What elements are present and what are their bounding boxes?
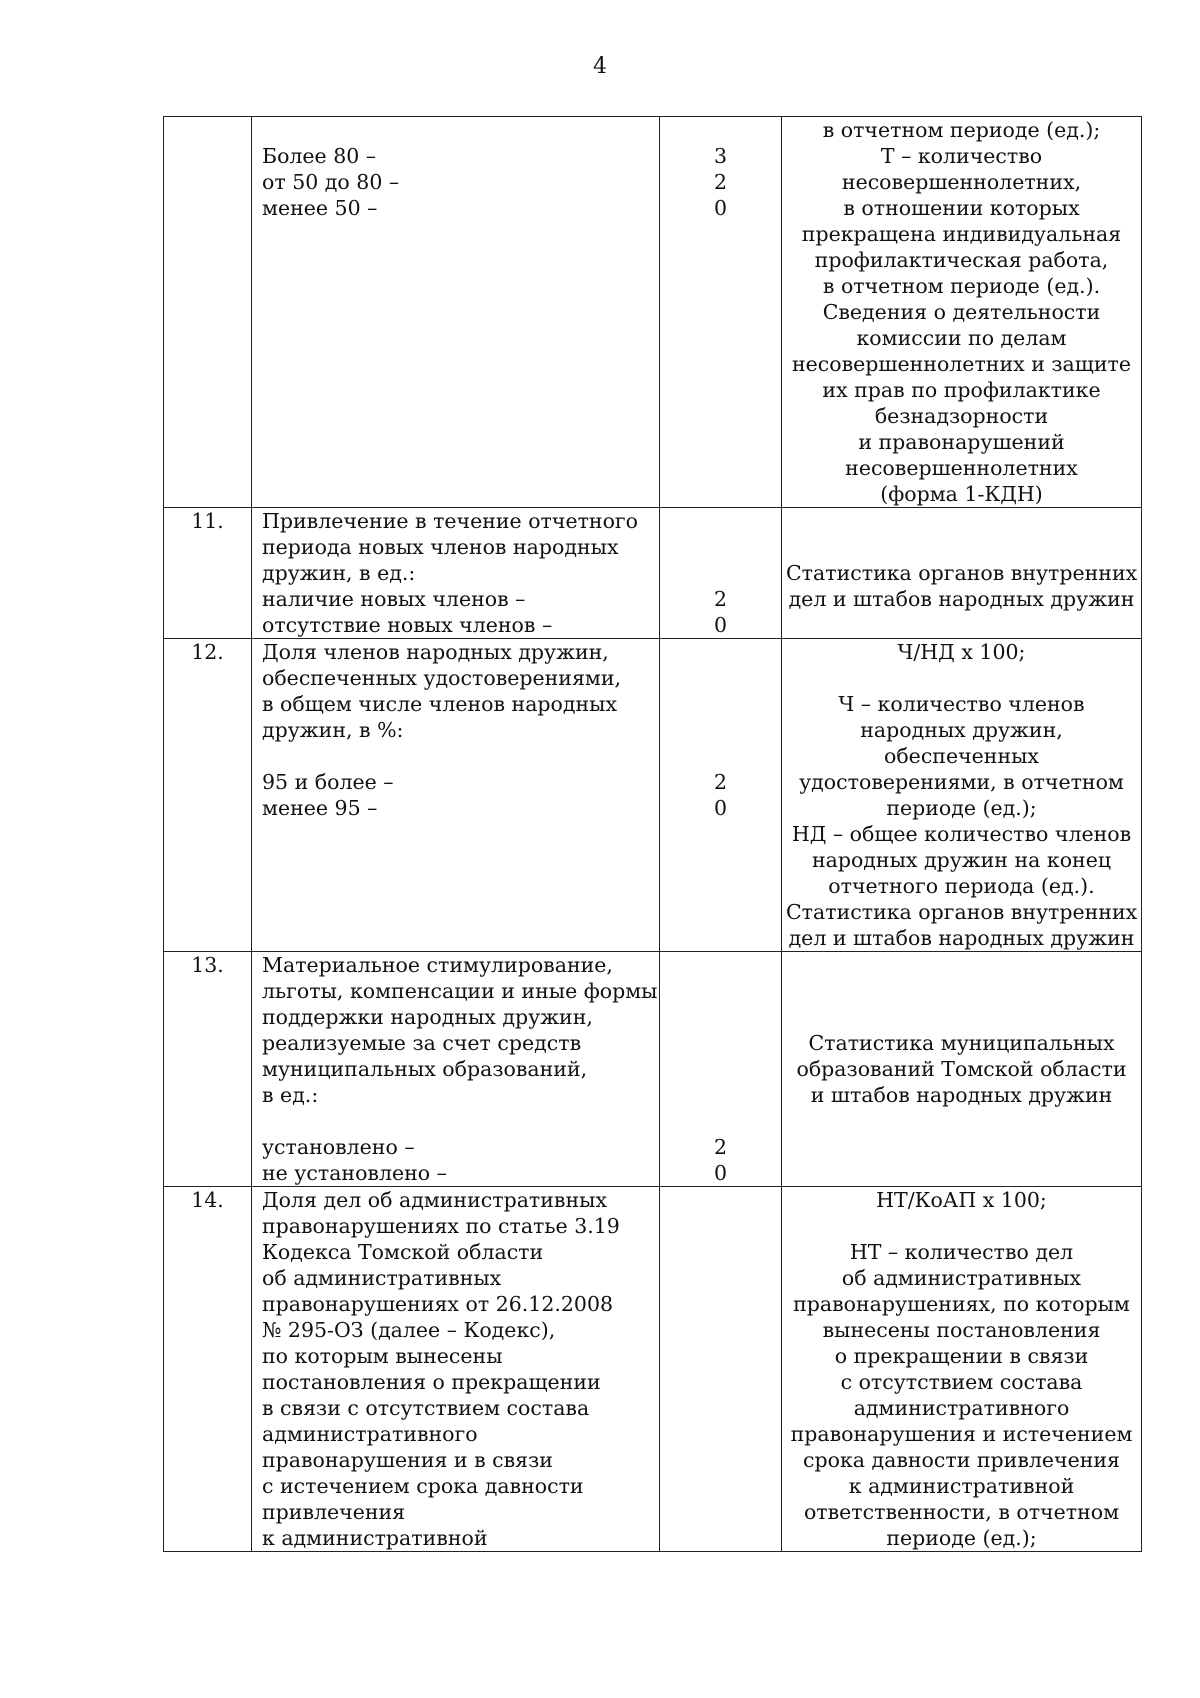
source-text-line: комиссии по делам — [856, 326, 1067, 350]
indicator-text-line: периода новых членов народных — [262, 535, 619, 559]
indicator-text-line: Кодекса Томской области — [262, 1240, 544, 1264]
indicator-text-line: дружин, в ед.: — [262, 561, 416, 585]
indicator-text-line: менее 50 – — [262, 196, 378, 220]
source-text-line: об административных — [841, 1266, 1082, 1290]
row-number-cell — [164, 508, 252, 639]
points-value — [660, 1473, 781, 1499]
points-value — [660, 1317, 781, 1343]
indicator-text-line: установлено – — [262, 1135, 415, 1159]
points-cell — [660, 117, 782, 508]
source-text-line: НТ/КоАП х 100; — [876, 1188, 1047, 1212]
indicator-text-line: в общем числе членов народных — [262, 692, 618, 716]
indicator-text-line: менее 95 – — [262, 796, 378, 820]
source-text-line — [786, 508, 1137, 534]
row-number-cell — [164, 952, 252, 1187]
source-text-line: обеспеченных — [884, 744, 1039, 768]
indicator-text-line: поддержки народных дружин, — [262, 1005, 593, 1029]
points-value — [660, 821, 781, 847]
points-value: 0 — [713, 196, 728, 220]
indicator-text-line: наличие новых членов – — [262, 587, 526, 611]
source-text-line: несовершеннолетних и защите — [792, 352, 1131, 376]
indicator-text-line — [262, 1108, 655, 1134]
source-text-line: Статистика органов внутренних — [786, 900, 1138, 924]
indicator-text-line: с истечением срока давности — [262, 1474, 584, 1498]
source-text-line: периоде (ед.); — [886, 1526, 1037, 1550]
indicator-text-line — [262, 117, 655, 143]
points-value — [660, 1447, 781, 1473]
points-value — [660, 1343, 781, 1369]
points-value — [660, 899, 781, 925]
table-row — [164, 117, 1142, 508]
source-text-line — [786, 1004, 1137, 1030]
source-text-line: вынесены постановления — [822, 1318, 1101, 1342]
table-row — [164, 952, 1142, 1187]
source-text-line — [786, 665, 1137, 691]
indicator-text-line: Более 80 – — [262, 144, 377, 168]
indicator-text-line — [262, 925, 655, 951]
points-value — [660, 1265, 781, 1291]
source-text-line: срока давности привлечения — [803, 1448, 1120, 1472]
indicator-text-line: от 50 до 80 – — [262, 170, 400, 194]
points-value — [660, 1056, 781, 1082]
points-value: 0 — [713, 1161, 728, 1185]
points-value — [660, 1004, 781, 1030]
points-value — [660, 639, 781, 665]
source-cell — [782, 639, 1142, 952]
points-value — [660, 978, 781, 1004]
points-value: 2 — [713, 1135, 728, 1159]
points-cell — [660, 508, 782, 639]
indicator-text-line: правонарушениях по статье 3.19 — [262, 1214, 620, 1238]
points-cell — [660, 639, 782, 952]
points-value — [660, 1525, 781, 1551]
points-value — [660, 873, 781, 899]
source-text-line — [786, 1160, 1137, 1186]
source-text-line: периоде (ед.); — [886, 796, 1037, 820]
points-cell — [660, 1187, 782, 1552]
indicator-text-line: дружин, в %: — [262, 718, 404, 742]
indicator-name-cell — [252, 1187, 660, 1552]
source-text-line — [786, 952, 1137, 978]
row-number: 13. — [191, 953, 224, 977]
source-text-line: ответственности, в отчетном — [803, 1500, 1120, 1524]
points-value — [660, 1187, 781, 1213]
table-body — [164, 117, 1142, 1552]
source-text-line: несовершеннолетних — [845, 456, 1078, 480]
indicator-text-line: обеспеченных удостоверениями, — [262, 666, 622, 690]
source-cell — [782, 1187, 1142, 1552]
indicator-text-line — [262, 743, 655, 769]
source-text-line: Сведения о деятельности — [822, 300, 1101, 324]
points-value — [660, 1239, 781, 1265]
table-row — [164, 508, 1142, 639]
source-text-line: безнадзорности — [874, 404, 1049, 428]
points-value — [660, 1030, 781, 1056]
indicator-text-line: правонарушения и в связи — [262, 1448, 553, 1472]
source-text-line: дел и штабов народных дружин — [788, 587, 1135, 611]
indicator-text-line: постановления о прекращении — [262, 1370, 601, 1394]
points-value — [660, 560, 781, 586]
indicator-text-line: в ед.: — [262, 1083, 319, 1107]
points-value — [660, 534, 781, 560]
indicator-text-line: об административных — [262, 1266, 502, 1290]
indicator-text-line: № 295-ОЗ (далее – Кодекс), — [262, 1318, 556, 1342]
source-text-line: и штабов народных дружин — [810, 1083, 1113, 1107]
indicator-text-line — [262, 847, 655, 873]
points-value: 3 — [713, 144, 728, 168]
indicator-text-line: Доля дел об административных — [262, 1188, 608, 1212]
points-value: 2 — [713, 770, 728, 794]
source-text-line: профилактическая работа, — [814, 248, 1109, 272]
source-text-line: в отношении которых — [843, 196, 1080, 220]
source-text-line: в отчетном периоде (ед.). — [822, 274, 1101, 298]
points-value — [660, 925, 781, 951]
indicator-text-line: Материальное стимулирование, — [262, 953, 613, 977]
indicator-text-line: по которым вынесены — [262, 1344, 503, 1368]
row-number: 11. — [191, 509, 224, 533]
source-text-line: правонарушениях, по которым — [793, 1292, 1130, 1316]
row-number-cell — [164, 1187, 252, 1552]
indicator-text-line — [262, 821, 655, 847]
indicator-text-line: отсутствие новых членов – — [262, 613, 553, 637]
row-number-cell — [164, 639, 252, 952]
points-value — [660, 1108, 781, 1134]
points-value — [660, 117, 781, 143]
points-value: 0 — [713, 796, 728, 820]
indicator-text-line: привлечения — [262, 1500, 406, 1524]
source-text-line: НД – общее количество членов — [791, 822, 1132, 846]
table-row — [164, 1187, 1142, 1552]
source-text-line — [786, 978, 1137, 1004]
points-value: 2 — [713, 587, 728, 611]
row-number — [164, 117, 251, 143]
indicator-text-line: правонарушениях от 26.12.2008 — [262, 1292, 614, 1316]
source-text-line: удостоверениями, в отчетном — [799, 770, 1124, 794]
indicator-text-line: к административной — [262, 1526, 488, 1550]
source-text-line: Статистика органов внутренних — [786, 561, 1138, 585]
source-text-line: о прекращении в связи — [834, 1344, 1089, 1368]
indicator-text-line: 95 и более – — [262, 770, 394, 794]
source-cell — [782, 117, 1142, 508]
indicator-text-line: административного — [262, 1422, 478, 1446]
indicator-name-cell — [252, 508, 660, 639]
row-number: 14. — [191, 1188, 224, 1212]
source-text-line: образований Томской области — [796, 1057, 1127, 1081]
source-text-line: правонарушения и истечением — [790, 1422, 1133, 1446]
indicator-text-line — [262, 899, 655, 925]
indicator-text-line: Привлечение в течение отчетного — [262, 509, 639, 533]
points-value — [660, 1291, 781, 1317]
table-row — [164, 639, 1142, 952]
indicator-text-line: реализуемые за счет средств — [262, 1031, 582, 1055]
source-text-line: несовершеннолетних, — [841, 170, 1082, 194]
source-text-line: в отчетном периоде (ед.); — [822, 118, 1101, 142]
source-text-line: Т – количество — [880, 144, 1043, 168]
points-value — [660, 952, 781, 978]
points-value — [660, 743, 781, 769]
source-cell — [782, 508, 1142, 639]
indicator-name-cell — [252, 117, 660, 508]
points-value — [660, 1395, 781, 1421]
source-text-line: их прав по профилактике — [822, 378, 1101, 402]
source-text-line: и правонарушений — [858, 430, 1065, 454]
source-cell — [782, 952, 1142, 1187]
source-text-line: Ч – количество членов — [838, 692, 1085, 716]
source-text-line: отчетного периода (ед.). — [828, 874, 1095, 898]
source-text-line: Ч/НД х 100; — [897, 640, 1026, 664]
source-text-line — [786, 1108, 1137, 1134]
points-value — [660, 691, 781, 717]
source-text-line — [786, 534, 1137, 560]
source-text-line: народных дружин, — [860, 718, 1063, 742]
points-value: 2 — [713, 170, 728, 194]
page-number: 4 — [593, 54, 607, 79]
source-text-line: Статистика муниципальных — [808, 1031, 1115, 1055]
indicator-text-line — [262, 873, 655, 899]
points-value — [660, 508, 781, 534]
source-text-line: прекращена индивидуальная — [801, 222, 1122, 246]
source-text-line — [786, 612, 1137, 638]
points-value — [660, 717, 781, 743]
indicator-name-cell — [252, 639, 660, 952]
points-value — [660, 1082, 781, 1108]
points-value — [660, 847, 781, 873]
points-value — [660, 665, 781, 691]
indicator-text-line: Доля членов народных дружин, — [262, 640, 609, 664]
points-cell — [660, 952, 782, 1187]
source-text-line: (форма 1-КДН) — [880, 482, 1043, 506]
indicator-text-line: не установлено – — [262, 1161, 447, 1185]
source-text-line: с отсутствием состава — [840, 1370, 1083, 1394]
points-value — [660, 1499, 781, 1525]
source-text-line: административного — [853, 1396, 1070, 1420]
points-value — [660, 1421, 781, 1447]
points-value — [660, 1213, 781, 1239]
source-text-line: к административной — [848, 1474, 1075, 1498]
points-value: 0 — [713, 613, 728, 637]
row-number: 12. — [191, 640, 224, 664]
source-text-line — [786, 1213, 1137, 1239]
source-text-line: народных дружин на конец — [811, 848, 1112, 872]
points-value — [660, 1369, 781, 1395]
row-number-cell — [164, 117, 252, 508]
indicator-text-line: в связи с отсутствием состава — [262, 1396, 590, 1420]
indicator-name-cell — [252, 952, 660, 1187]
criteria-table — [163, 116, 1142, 1552]
source-text-line: НТ – количество дел — [849, 1240, 1074, 1264]
indicator-text-line: муниципальных образований, — [262, 1057, 588, 1081]
source-text-line: дел и штабов народных дружин — [788, 926, 1135, 950]
indicator-text-line: льготы, компенсации и иные формы — [262, 979, 658, 1003]
source-text-line — [786, 1134, 1137, 1160]
